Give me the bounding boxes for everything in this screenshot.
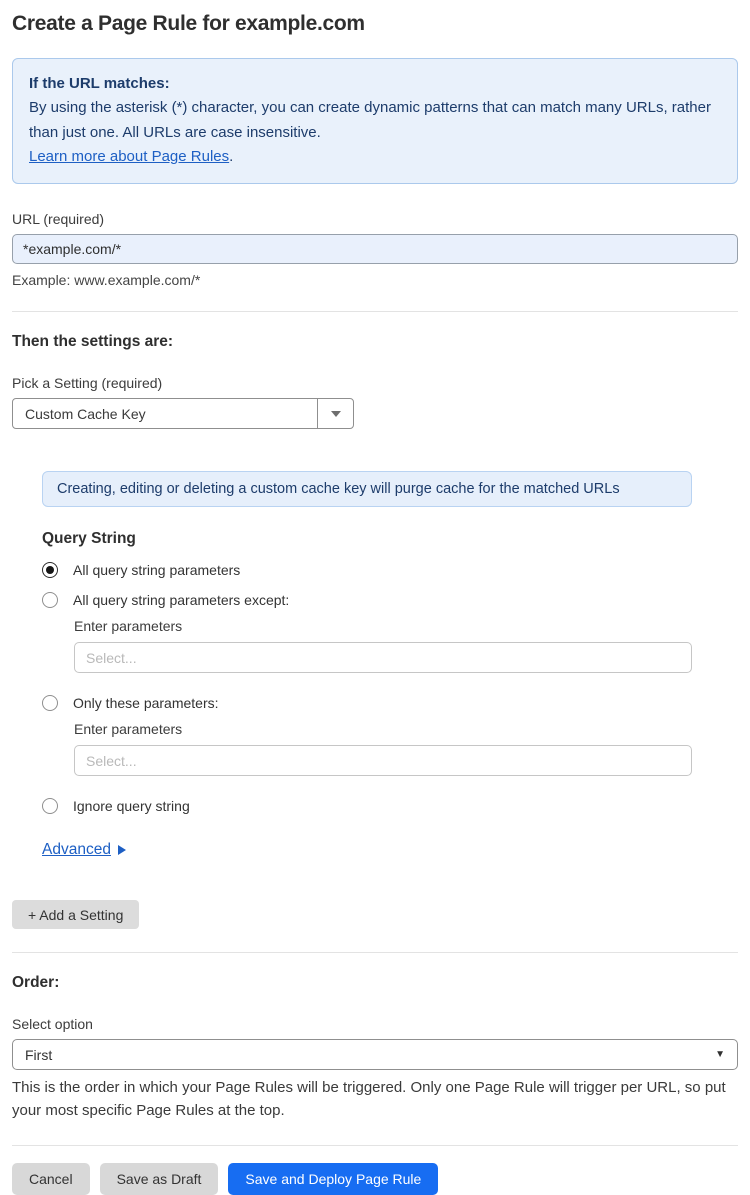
settings-section-heading: Then the settings are:	[12, 333, 174, 351]
setting-detail-panel	[42, 471, 738, 859]
only-params-sub-block	[74, 721, 692, 776]
url-input[interactable]	[12, 234, 738, 264]
enter-parameters-label: Enter parameters	[74, 618, 183, 635]
divider	[12, 1145, 738, 1146]
pick-setting-label: Pick a Setting (required)	[12, 375, 163, 392]
radio-label: Only these parameters:	[73, 695, 219, 712]
order-helper-text: This is the order in which your Page Rules will be triggered. Only one Page Rule will trigger per URL, so put your most specific Page Rules at the top.	[12, 1079, 726, 1119]
footer-actions	[12, 1163, 738, 1195]
enter-parameters-label: Enter parameters	[74, 721, 183, 738]
chevron-down-icon: ▼	[715, 1049, 725, 1061]
radio-icon[interactable]	[42, 592, 58, 608]
except-parameters-input[interactable]	[74, 642, 692, 673]
order-select[interactable]	[12, 1039, 738, 1070]
divider	[12, 952, 738, 953]
add-setting-button[interactable]: + Add a Setting	[12, 900, 139, 929]
order-select-label: Select option	[12, 1016, 93, 1033]
url-field-label: URL (required)	[12, 211, 105, 228]
setting-select-dropdown-button[interactable]	[317, 399, 353, 428]
save-as-draft-button[interactable]: Save as Draft	[100, 1163, 219, 1195]
cancel-button[interactable]: Cancel	[12, 1163, 90, 1195]
learn-more-link[interactable]: Learn more about Page Rules	[29, 147, 230, 165]
radio-ignore-query-string[interactable]	[42, 798, 738, 814]
radio-icon[interactable]	[42, 798, 58, 814]
divider	[12, 311, 738, 312]
advanced-toggle-link[interactable]	[42, 841, 126, 859]
arrow-right-icon	[118, 845, 126, 855]
order-section-heading: Order:	[12, 974, 60, 992]
info-box-heading: If the URL matches:	[29, 75, 170, 92]
radio-label: All query string parameters	[73, 562, 241, 579]
radio-all-query-params[interactable]	[42, 562, 738, 578]
info-box-body: By using the asterisk (*) character, you can create dynamic patterns that can match many URLs, rather than just one. All URLs are case insensitive.	[29, 99, 711, 141]
radio-label: Ignore query string	[73, 798, 190, 815]
advanced-label: Advanced	[42, 841, 111, 859]
radio-only-these-params[interactable]	[42, 695, 738, 711]
radio-icon[interactable]	[42, 695, 58, 711]
query-string-heading: Query String	[42, 530, 136, 548]
radio-all-params-except[interactable]	[42, 592, 738, 608]
url-example-helper: Example: www.example.com/*	[12, 272, 201, 289]
chevron-down-icon	[331, 411, 341, 417]
info-box-link-line	[29, 145, 721, 169]
page-title: Create a Page Rule for example.com	[12, 12, 365, 35]
radio-icon[interactable]	[42, 562, 58, 578]
radio-label: All query string parameters except:	[73, 592, 290, 609]
setting-select-value: Custom Cache Key	[25, 405, 146, 422]
only-parameters-input[interactable]	[74, 745, 692, 776]
url-match-info-box	[12, 58, 738, 184]
order-select-value: First	[25, 1046, 53, 1063]
cache-key-notice: Creating, editing or deleting a custom cache key will purge cache for the matched URLs	[42, 471, 692, 507]
link-suffix: .	[229, 147, 234, 165]
save-and-deploy-button[interactable]: Save and Deploy Page Rule	[228, 1163, 438, 1195]
except-params-sub-block	[74, 618, 692, 673]
setting-select[interactable]	[12, 398, 354, 429]
create-page-rule-form	[0, 12, 750, 1195]
